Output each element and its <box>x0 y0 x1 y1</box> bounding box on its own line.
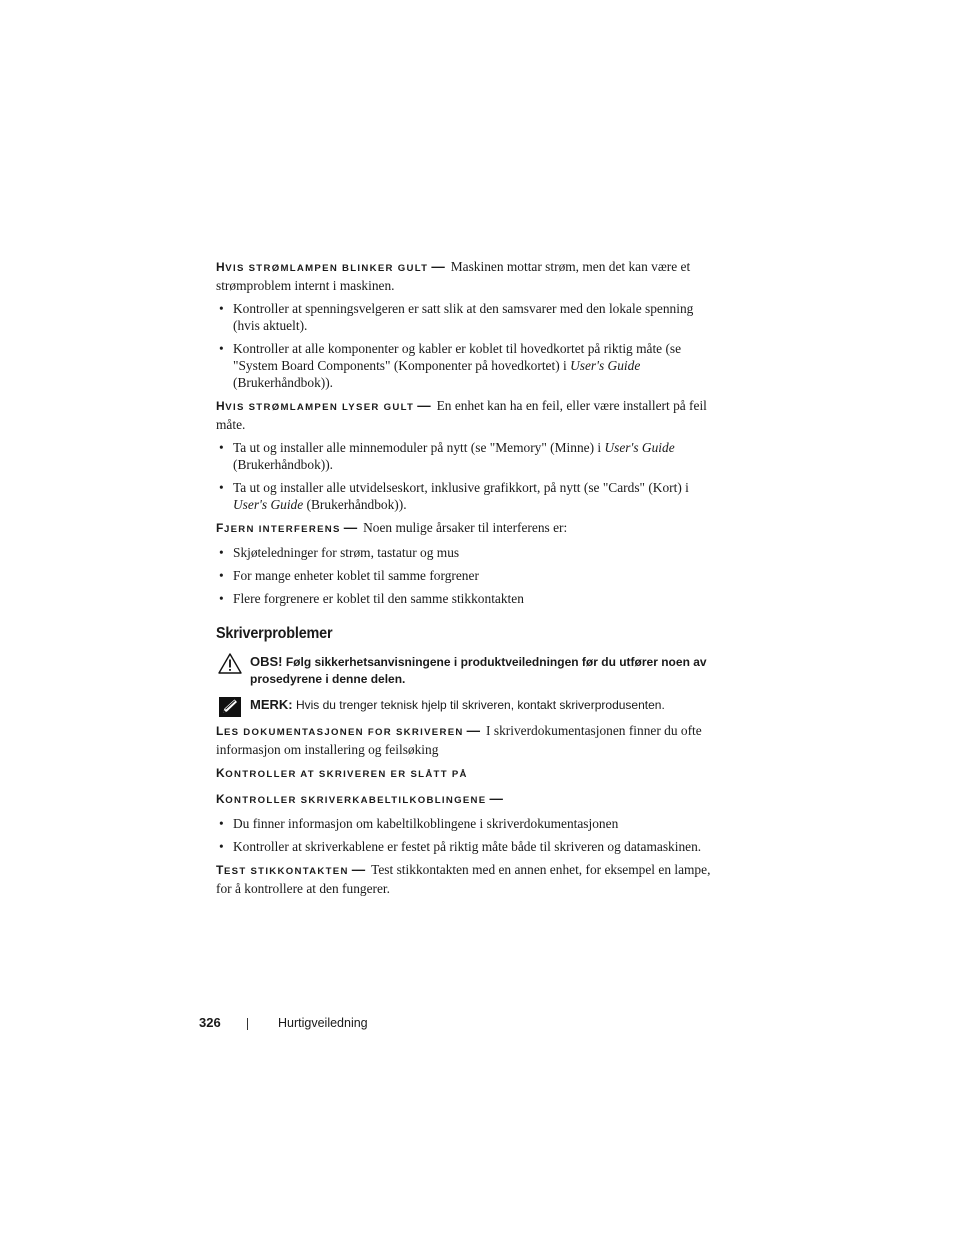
run-in-heading: KONTROLLER SKRIVERKABELTILKOBLINGENE <box>216 792 487 806</box>
bullet-list <box>216 300 716 391</box>
run-in-heading: HVIS STRØMLAMPEN BLINKER GULT <box>216 260 429 274</box>
paragraph-printer-docs <box>216 722 716 758</box>
list-item-text: Flere forgrenere er koblet til den samme stikkontakten <box>233 591 524 606</box>
paragraph-body: Maskinen mottar strøm, men det kan være et strømproblem internt i maskinen. <box>216 259 691 293</box>
list-item <box>216 567 716 584</box>
run-in-heading: TEST STIKKONTAKTEN <box>216 863 349 877</box>
list-item <box>216 590 716 607</box>
list-item <box>216 544 716 561</box>
list-item-text: Du finner informasjon om kabeltilkoblingene i skriverdokumentasjonen <box>233 816 619 831</box>
bullet-icon: • <box>219 839 224 854</box>
bullet-icon: • <box>219 545 224 560</box>
bullet-icon: • <box>219 301 224 316</box>
list-item <box>216 815 716 832</box>
bullet-list <box>216 544 716 607</box>
paragraph-test-outlet <box>216 861 716 897</box>
list-item-text: Ta ut og installer alle minnemoduler på nytt (se "Memory" (Minne) i <box>233 440 605 455</box>
bullet-icon: • <box>219 440 224 455</box>
caution-text: Følg sikkerhetsanvisningene i produktveiledningen før du utfører noen av prosedyrene i denne delen. <box>250 655 707 686</box>
list-item-text: Kontroller at skriverkablene er festet på riktig måte både til skriveren og datamaskinen. <box>233 839 702 854</box>
list-item-text: Skjøteledninger for strøm, tastatur og mus <box>233 545 460 560</box>
run-in-heading: KONTROLLER AT SKRIVEREN ER SLÅTT PÅ <box>216 766 468 780</box>
section-title: Skriverproblemer <box>216 625 333 642</box>
paragraph-printer-on <box>216 764 716 783</box>
caution-triangle-icon <box>218 653 242 679</box>
em-dash: — <box>417 398 431 413</box>
footer-divider <box>247 1018 248 1030</box>
note-label: MERK: <box>250 697 293 712</box>
paragraph-printer-cables <box>216 790 716 809</box>
em-dash: — <box>431 259 445 274</box>
page-content <box>216 258 716 903</box>
list-item-text: Kontroller at alle komponenter og kabler er koblet til hovedkortet på riktig måte (se "System Board Components" (Komponenter på hovedkortet) i <box>233 341 682 373</box>
book-title: User's Guide <box>233 497 304 512</box>
note-text: Hvis du trenger teknisk hjelp til skriveren, kontakt skriverprodusenten. <box>295 698 665 712</box>
list-item <box>216 838 716 855</box>
bullet-icon: • <box>219 341 224 356</box>
list-item-text: Ta ut og installer alle utvidelseskort, inklusive grafikkort, på nytt (se "Cards" (Kort) i <box>233 480 689 495</box>
book-title: User's Guide <box>570 358 641 373</box>
paragraph-body: I skriverdokumentasjonen finner du ofte informasjon om installering og feilsøking <box>216 723 702 757</box>
list-item-text: (Brukerhåndbok)). <box>233 457 334 472</box>
bullet-list <box>216 439 716 513</box>
note-notice <box>216 696 716 714</box>
caution-label: OBS! <box>250 654 283 669</box>
paragraph-body: En enhet kan ha en feil, eller være installert på feil måte. <box>216 398 707 432</box>
caution-notice <box>216 653 716 688</box>
bullet-list <box>216 815 716 855</box>
bullet-icon: • <box>219 568 224 583</box>
list-item <box>216 340 716 391</box>
footer-title: Hurtigveiledning <box>278 1016 368 1030</box>
em-dash: — <box>343 520 358 535</box>
list-item <box>216 300 716 334</box>
paragraph-interference <box>216 519 716 538</box>
paragraph-body: Noen mulige årsaker til interferens er: <box>363 520 568 535</box>
em-dash: — <box>489 791 503 806</box>
page-number: 326 <box>199 1015 221 1030</box>
run-in-heading: FJERN INTERFERENS <box>216 521 341 535</box>
run-in-heading: LES DOKUMENTASJONEN FOR SKRIVEREN <box>216 724 464 738</box>
em-dash: — <box>466 723 481 738</box>
bullet-icon: • <box>219 480 224 495</box>
paragraph-body: Test stikkontakten med en annen enhet, for eksempel en lampe, for å kontrollere at den fungerer. <box>216 862 711 896</box>
list-item-text: (Brukerhåndbok)). <box>233 375 334 390</box>
paragraph-amber-blinking <box>216 258 716 294</box>
bullet-icon: • <box>219 816 224 831</box>
bullet-icon: • <box>219 591 224 606</box>
list-item-text: Kontroller at spenningsvelgeren er satt slik at den samsvarer med den lokale spenning (hvis aktuelt). <box>233 301 694 333</box>
em-dash: — <box>351 862 366 877</box>
paragraph-amber-steady <box>216 397 716 433</box>
list-item <box>216 439 716 473</box>
list-item <box>216 479 716 513</box>
list-item-text: (Brukerhåndbok)). <box>303 497 407 512</box>
book-title: User's Guide <box>604 440 675 455</box>
list-item-text: For mange enheter koblet til samme forgrener <box>233 568 479 583</box>
run-in-heading: HVIS STRØMLAMPEN LYSER GULT <box>216 399 415 413</box>
note-pencil-icon <box>218 696 242 723</box>
